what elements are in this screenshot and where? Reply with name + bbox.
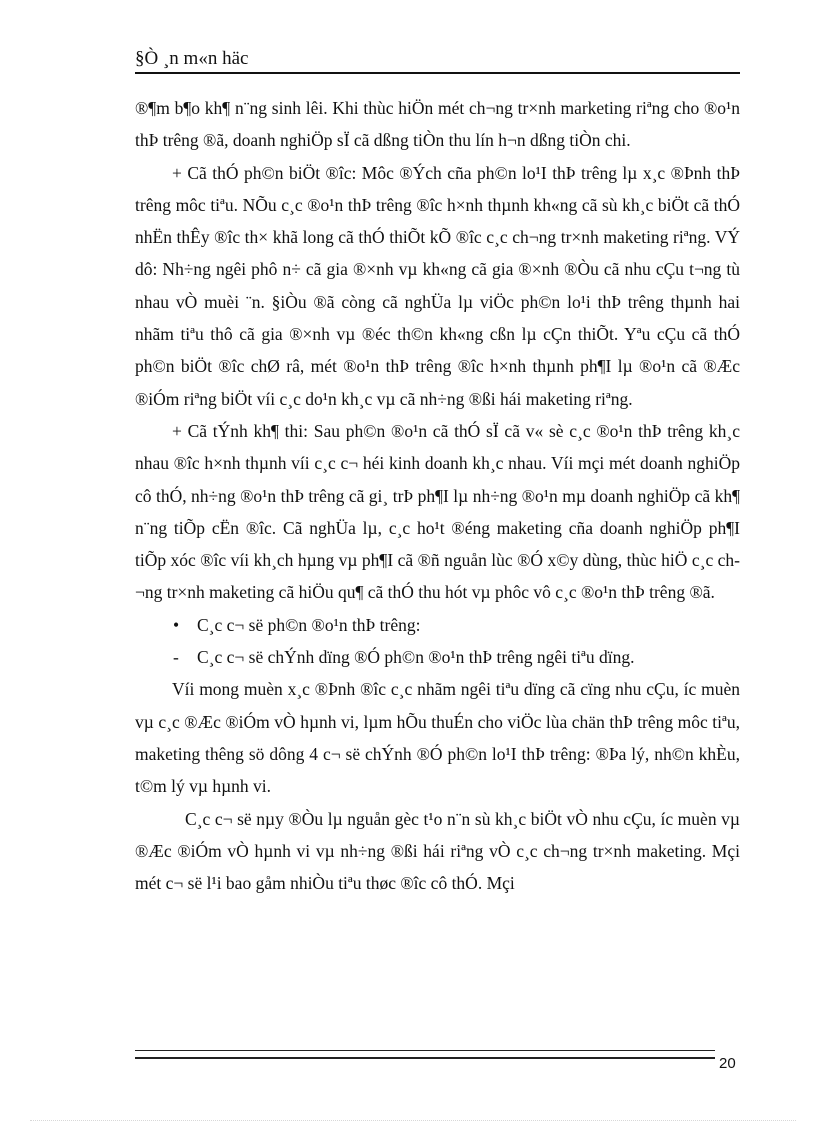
footer-rule — [135, 1050, 715, 1059]
dash-marker: - — [173, 647, 179, 668]
paragraph: + Cã thÓ ph©n biÖt ®îc: Môc ®Ých cña ph©n lo¹I thÞ trêng lµ x¸c ®Þnh thÞ trêng môc tiªu. NÕu c¸c ®o¹n thÞ trêng ®îc h×nh thµnh kh«ng cã sù kh¸c biÖt cã thÓ nhËn thÊy ®îc th× khã long cã thÓ thiÕt kÕ ®îc c¸c ch¬ng tr×nh maketing riªng. VÝ dô: Nh÷ng ngêi phô n÷ cã gia ®×nh vµ kh«ng cã gia ®×nh ®Òu cã nhu cÇu t¬ng tù nhau vÒ muèi ¨n. §iÒu ®ã còng cã nghÜa lµ viÖc ph©n lo¹i thÞ trêng thµnh hai nhãm tiªu thô cã gia ®×nh vµ ®éc th©n kh«ng cßn lµ cÇn thiÕt. Yªu cÇu cã thÓ ph©n biÖt ®îc chØ râ, mét ®o¹n thÞ trêng ®îc h×nh thµnh ph¶I lµ ®o¹n cã ®Æc ®iÓm riªng biÖt víi c¸c do¹n kh¸c vµ cã nh÷ng ®ßi hái maketing riªng. — [135, 162, 740, 409]
dash-text: C¸c c¬ së chÝnh dïng ®Ó ph©n ®o¹n thÞ trêng ngêi tiªu dïng. — [197, 647, 635, 668]
page-number: 20 — [719, 1055, 736, 1072]
header-title: §Ò ¸n m«n häc — [135, 48, 249, 69]
bullet-marker: • — [173, 614, 180, 635]
page-header — [135, 48, 740, 74]
paragraph: Víi mong muèn x¸c ®Þnh ®îc c¸c nhãm ngêi tiªu dïng cã cïng nhu cÇu, íc muèn vµ c¸c ®Æc ®iÓm vÒ hµnh vi, lµm hÕu thuÉn cho viÖc lùa chän thÞ trêng môc tiªu, maketing thêng sö dông 4 c¬ së chÝnh ®Ó ph©n lo¹I thÞ trêng: ®Þa lý, nh©n khÈu, t©m lý vµ hµnh vi. — [135, 679, 740, 797]
body-text — [135, 92, 740, 899]
bullet-text: C¸c c¬ së ph©n ®o¹n thÞ trêng: — [197, 614, 421, 635]
paragraph: C¸c c¬ së nµy ®Òu lµ nguån gèc t¹o n¨n sù kh¸c biÖt vÒ nhu cÇu, íc muèn vµ ®Æc ®iÓm vÒ hµnh vi vµ nh÷ng ®ßi hái riªng vÒ c¸c ch¬ng tr×nh maketing. Mçi mét c¬ së l¹i bao gåm nhiÒu tiªu thøc ®îc cô thÓ. Mçi — [135, 808, 740, 894]
bullet-item — [135, 609, 740, 641]
page-bottom-border — [30, 1120, 796, 1121]
paragraph: ®¶m b¶o kh¶ n¨ng sinh lêi. Khi thùc hiÖn mét ch¬ng tr×nh marketing riªng cho ®o¹n thÞ trêng ®ã, doanh nghiÖp sÏ cã dßng tiÒn thu lín h¬n dßng tiÒn chi. — [135, 98, 740, 151]
paragraph: + Cã tÝnh kh¶ thi: Sau ph©n ®o¹n cã thÓ sÏ cã v« sè c¸c ®o¹n thÞ trêng kh¸c nhau ®îc h×nh thµnh víi c¸c c¬ héi kinh doanh kh¸c nhau. Víi mçi mét doanh nghiÖp cô thÓ, nh÷ng ®o¹n thÞ trêng cã gi¸ trÞ ph¶I lµ nh÷ng ®o¹n mµ doanh nghiÖp cã kh¶ n¨ng tiÕp cËn ®îc. Cã nghÜa lµ, c¸c ho¹t ®éng maketing cña doanh nghiÖp ph¶I tiÕp xóc ®îc víi kh¸ch hµng vµ ph¶I cã ®ñ nguån lùc ®Ó x©y dùng, thùc hiÖ c¸c ch¬ng tr×nh maketing cã hiÖu qu¶ cã thÓ thu hót vµ phôc vô c¸c ®o¹n thÞ trêng ®ã. — [135, 420, 740, 603]
dash-item — [135, 641, 740, 673]
